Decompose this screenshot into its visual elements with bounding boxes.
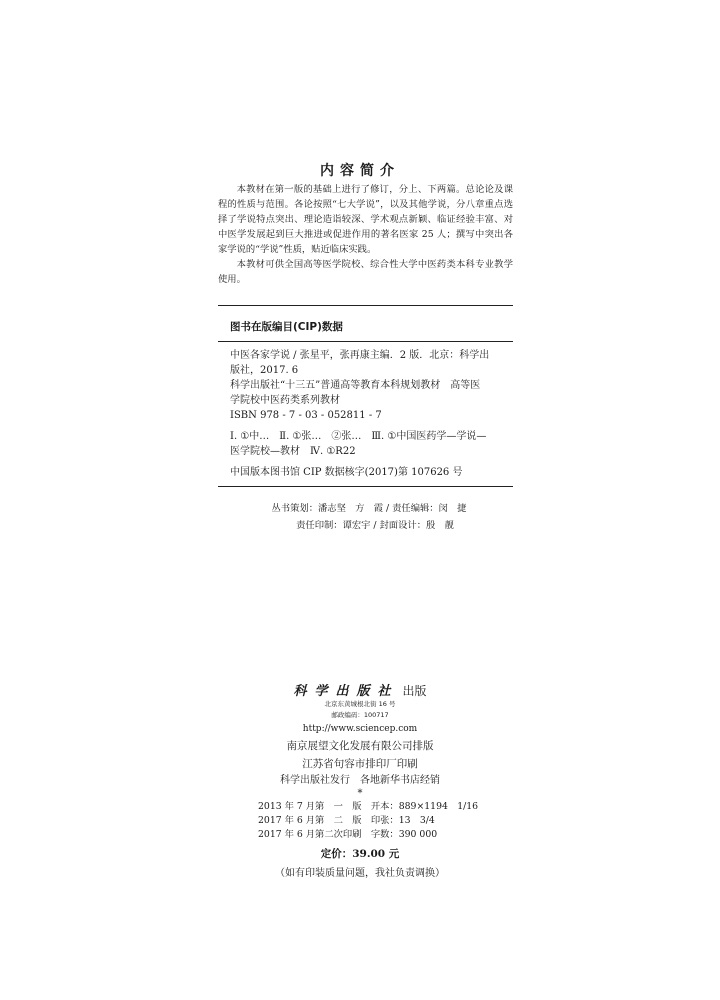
cip-class-line: 医学院校—教材 Ⅳ. ①R22 [230,446,356,457]
credits-line: 责任印制：谭宏宇 / 封面设计：殷 靓 [296,520,454,531]
summary-paragraph: 本教材在第一版的基础上进行了修订，分上、下两篇。总论论及课程的性质与范围。各论按照“七大学说”，以及其他学说，分八章重点选择了学说特点突出、理论造诣较深、学术观点新颖、临证经验丰富、对中医学发展起到巨大推进或促进作用的著名医家 25 人；撰写中突出各家学说的“学说”性质，贴近临床实践。 [218,184,513,255]
cip-class-line: Ⅰ. ①中… Ⅱ. ①张… ②张… Ⅲ. ①中国医药学—学说— [230,431,487,442]
publisher-block [0,680,720,789]
cip-record: 中国版本图书馆 CIP 数据核字(2017)第 107626 号 [230,467,463,478]
credits-line: 丛书策划：潘志坚 方 霞 / 责任编辑：闵 捷 [271,503,467,514]
cip-divider [218,341,513,342]
separator-star: * [357,788,363,799]
publisher-name-line [0,680,720,699]
summary-text [218,182,513,287]
cip-isbn: ISBN 978 - 7 - 03 - 052811 - 7 [230,410,382,421]
printing-line: 2017 年 6 月第 二 版 印张：13 3/4 [258,815,435,826]
printing-info [258,800,478,842]
cip-desc-line: 中医各家学说 / 张星平，张再康主编．2 版．北京：科学出 [230,350,490,361]
credits [0,500,720,534]
typesetter: 南京展望文化发展有限公司排版 [286,740,434,752]
quality-note: （如有印装质量问题，我社负责调换） [275,868,445,879]
publisher-suffix: 出版 [402,684,427,698]
printing-line: 2013 年 7 月第 一 版 开本：889×1194 1/16 [258,801,479,812]
printer: 江苏省句容市排印厂印刷 [302,758,418,770]
summary-title: 内容简介 [320,163,400,179]
cip-desc-line: 版社，2017. 6 [230,365,299,376]
summary-paragraph: 本教材可供全国高等医学院校、综合性大学中医药类本科专业教学使用。 [218,259,513,285]
publisher-name: 科学出版社 [293,684,399,699]
publisher-address: 北京东黄城根北街 16 号 [324,700,396,708]
price: 定价：39.00 元 [320,848,400,860]
cip-desc-line: 科学出版社“十三五”普通高等教育本科规划教材 高等医 [230,380,481,391]
cip-description [230,348,513,480]
cip-block [218,305,513,487]
distribution: 科学出版社发行 各地新华书店经销 [280,775,440,786]
cip-heading: 图书在版编目(CIP)数据 [230,321,343,333]
printing-line: 2017 年 6 月第二次印刷 字数：390 000 [258,829,438,840]
publisher-url: http://www.sciencep.com [302,724,418,734]
publisher-postcode: 邮政编码：100717 [331,711,389,719]
cip-desc-line: 学院校中医药类系列教材 [230,395,340,406]
